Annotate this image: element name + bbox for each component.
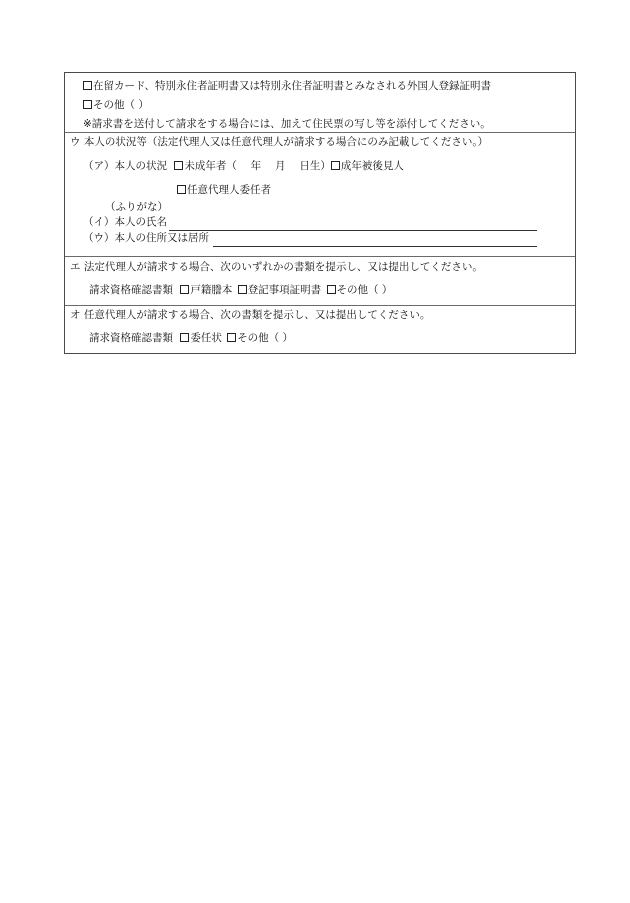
- agent-other-label: その他（ ）: [237, 332, 294, 344]
- section-divider: [65, 305, 575, 306]
- legal-rep-docs-row: [89, 285, 392, 296]
- power-of-attorney-checkbox[interactable]: [180, 333, 189, 342]
- principal-status-row: [83, 161, 404, 172]
- adult-ward-label: 成年被後見人: [340, 160, 404, 172]
- principal-delegator-checkbox[interactable]: [177, 185, 186, 194]
- residence-card-checkbox[interactable]: [83, 81, 92, 90]
- residence-card-row: [83, 81, 491, 92]
- family-register-checkbox[interactable]: [180, 285, 189, 294]
- section-divider: [65, 256, 575, 257]
- principal-address-label: （ウ）本人の住所又は居所: [83, 232, 209, 244]
- adult-ward-checkbox[interactable]: [331, 161, 340, 170]
- legal-rep-other-label: その他（ ）: [336, 284, 393, 296]
- furigana-label: （ふりがな）: [105, 201, 168, 213]
- principal-name-field[interactable]: [169, 230, 537, 231]
- legal-rep-other-checkbox[interactable]: [327, 285, 336, 294]
- principal-status-label: （ア）本人の状況: [83, 160, 167, 172]
- minor-checkbox[interactable]: [174, 161, 183, 170]
- principal-name-label: （イ）本人の氏名: [83, 216, 167, 228]
- registry-cert-checkbox[interactable]: [238, 285, 247, 294]
- residence-card-label: 在留カード、特別永住者証明書又は特別永住者証明書とみなされる外国人登録証明書: [93, 80, 492, 92]
- other-id-checkbox[interactable]: [83, 100, 92, 109]
- minor-label: 未成年者（ 年 月 日生）: [184, 160, 331, 172]
- other-id-label: その他（ ）: [93, 99, 149, 111]
- mailing-note: ※請求書を送付して請求をする場合には、加えて住民票の写し等を添付してください。: [83, 118, 491, 130]
- agent-docs-label: 請求資格確認書類: [89, 332, 173, 344]
- section-e-heading: エ 法定代理人が請求する場合、次のいずれかの書類を提示し、又は提出してください。: [70, 261, 483, 273]
- other-id-row: [83, 100, 149, 111]
- request-form-box: [64, 72, 576, 354]
- principal-delegator-row: [177, 185, 271, 196]
- principal-delegator-label: 任意代理人委任者: [187, 184, 271, 196]
- principal-address-field[interactable]: [213, 246, 537, 247]
- legal-rep-docs-label: 請求資格確認書類: [89, 284, 173, 296]
- family-register-label: 戸籍謄本: [190, 284, 233, 296]
- power-of-attorney-label: 委任状: [190, 332, 222, 344]
- registry-cert-label: 登記事項証明書: [247, 284, 322, 296]
- agent-docs-row: [89, 333, 293, 344]
- section-divider: [65, 132, 575, 133]
- section-u-heading: ウ 本人の状況等（法定代理人又は任意代理人が請求する場合にのみ記載してください。）: [70, 136, 489, 148]
- section-o-heading: オ 任意代理人が請求する場合、次の書類を提示し、又は提出してください。: [70, 309, 431, 321]
- agent-other-checkbox[interactable]: [227, 333, 236, 342]
